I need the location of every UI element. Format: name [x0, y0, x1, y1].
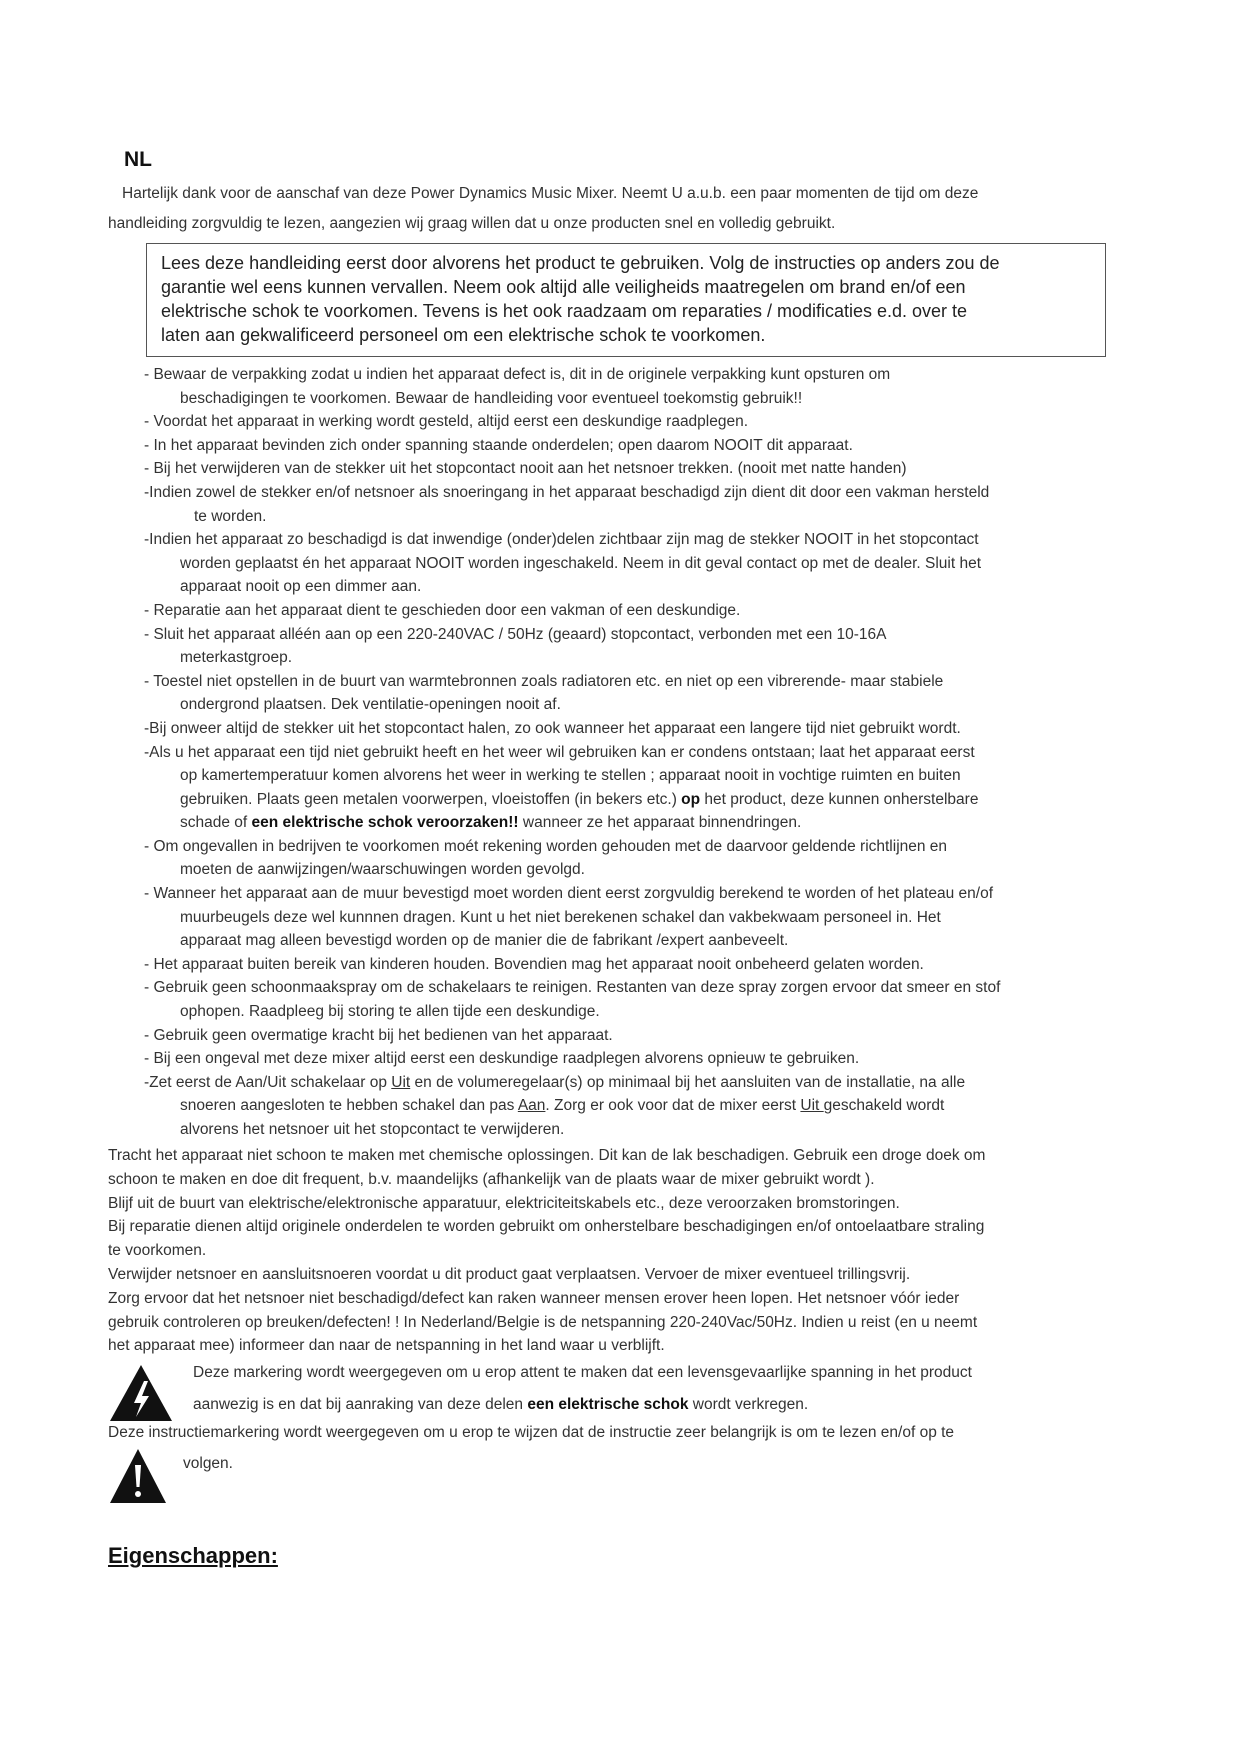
emphasis-text: een elektrische schok: [527, 1396, 689, 1413]
bullet-line: - Het apparaat buiten bereik van kinderen houden. Bovendien mag het apparaat nooit onbeheerd gelaten worden.: [144, 955, 924, 973]
shock-symbol-description: [193, 1357, 972, 1421]
paragraph-line: het apparaat mee) informeer dan naar de netspanning in het land waar u verblijft.: [108, 1337, 665, 1355]
underlined-text: Uit: [391, 1073, 411, 1091]
bullet-line: -Als u het apparaat een tijd niet gebruikt heeft en het weer wil gebruiken kan er condens ontstaan; laat het apparaat eerst: [144, 743, 975, 761]
paragraph-line: te voorkomen.: [108, 1242, 207, 1260]
section-heading-properties: Eigenschappen:: [108, 1543, 278, 1568]
bullet-line: - Om ongevallen in bedrijven te voorkomen moét rekening worden gehouden met de daarvoor geldende richtlijnen en: [144, 837, 948, 855]
bullet-line: - In het apparaat bevinden zich onder spanning staande onderdelen; open daarom NOOIT dit apparaat.: [144, 436, 853, 454]
bullet-line: [144, 811, 1144, 835]
safety-bullet-list: [144, 363, 1144, 1142]
underlined-text: Aan: [517, 1097, 546, 1115]
text-run: snoeren aangesloten te hebben schakel dan pas: [180, 1097, 518, 1115]
bullet-line: - Gebruik geen schoonmaakspray om de schakelaars te reinigen. Restanten van deze spray zorgen ervoor dat smeer en stof: [144, 979, 1001, 997]
bullet-line: - Wanneer het apparaat aan de muur bevestigd moet worden dient eerst zorgvuldig berekend te worden of het plateau en/of: [144, 885, 994, 903]
bullet-line: - Reparatie aan het apparaat dient te geschieden door een vakman of een deskundige.: [144, 601, 741, 619]
bullet-line: ondergrond plaatsen. Dek ventilatie-openingen nooit af.: [180, 696, 561, 714]
symbol-text-line: [193, 1389, 972, 1421]
bullet-line: op kamertemperatuur komen alvorens het weer in werking te stellen ; apparaat nooit in vochtige ruimten en buiten: [180, 767, 961, 785]
paragraph-line: schoon te maken en doe dit frequent, b.v. maandelijks (afhankelijk van de plaats waar de mixer gebruikt wordt ).: [108, 1170, 875, 1188]
bullet-line: ophopen. Raadpleeg bij storing te allen tijde een deskundige.: [180, 1003, 600, 1021]
paragraph-line: Blijf uit de buurt van elektrische/elektronische apparatuur, elektriciteitskabels etc., deze veroorzaken bromstoringen.: [108, 1194, 900, 1212]
warning-line: laten aan gekwalificeerd personeel om een elektrische schok te voorkomen.: [161, 325, 766, 345]
warning-line: Lees deze handleiding eerst door alvorens het product te gebruiken. Volg de instructies op anders zou de: [161, 253, 1000, 273]
text-run: en de volumeregelaar(s) op minimaal bij het aansluiten van de installatie, na alle: [410, 1073, 966, 1091]
bullet-line: worden geplaatst én het apparaat NOOIT worden ingeschakeld. Neem in dit geval contact op met de dealer. Sluit het: [180, 554, 982, 572]
paragraph-line: Zorg ervoor dat het netsnoer niet beschadigd/defect kan raken wanneer mensen erover heen lopen. Het netsnoer vóór ieder: [108, 1289, 960, 1307]
paragraph-line: gebruik controleren op breuken/defecten! ! In Nederland/Belgie is de netspanning 220-240Vac/50Hz. Indien u reist (en u neemt: [108, 1313, 978, 1331]
intro-line: handleiding zorgvuldig te lezen, aangezien wij graag willen dat u onze producten snel en volledig gebruikt.: [108, 215, 836, 232]
bullet-line: apparaat nooit op een dimmer aan.: [180, 578, 422, 596]
text-run: . Zorg er ook voor dat de mixer eerst: [545, 1097, 801, 1115]
language-label: NL: [124, 148, 152, 171]
text-run: aanwezig is en dat bij aanraking van deze delen: [193, 1396, 528, 1413]
bullet-line: apparaat mag alleen bevestigd worden op de manier die de fabrikant /expert aanbeveelt.: [180, 932, 789, 950]
read-manual-warning-box: [146, 243, 1106, 357]
electric-shock-warning-icon: [108, 1363, 174, 1428]
bullet-line: -Bij onweer altijd de stekker uit het stopcontact halen, zo ook wanneer het apparaat een langere tijd niet gebruikt wordt.: [144, 719, 961, 737]
symbol-text-line: Deze markering wordt weergegeven om u erop attent te maken dat een levensgevaarlijke spanning in het product: [193, 1364, 972, 1381]
maintenance-paragraphs: [108, 1144, 1138, 1358]
intro-paragraph: [108, 179, 1128, 239]
text-run: wordt verkregen.: [688, 1396, 809, 1413]
bullet-line: - Bij het verwijderen van de stekker uit het stopcontact nooit aan het netsnoer trekken. (nooit met natte handen): [144, 460, 907, 478]
text-run: wanneer ze het apparaat binnendringen.: [518, 814, 802, 832]
bullet-line: - Bij een ongeval met deze mixer altijd eerst een deskundige raadplegen alvorens opnieuw te gebruiken.: [144, 1050, 860, 1068]
bullet-line: [144, 1071, 1144, 1095]
paragraph-line: Verwijder netsnoer en aansluitsnoeren voordat u dit product gaat verplaatsen. Vervoer de mixer eventueel trillingsvrij.: [108, 1265, 911, 1283]
text-run: geschakeld wordt: [823, 1097, 945, 1115]
text-run: schade of: [180, 814, 252, 832]
emphasis-text: op: [681, 790, 701, 808]
warning-line: garantie wel eens kunnen vervallen. Neem ook altijd alle veiligheids maatregelen om brand en/of een: [161, 277, 966, 297]
bullet-line: muurbeugels deze wel kunnnen dragen. Kunt u het niet berekenen schakel dan vakbekwaam personeel in. Het: [180, 908, 941, 926]
text-run: het product, deze kunnen onherstelbare: [700, 790, 979, 808]
bullet-line: -Indien zowel de stekker en/of netsnoer als snoeringang in het apparaat beschadigd zijn dient dit door een vakman hersteld: [144, 483, 990, 501]
text-run: -Zet eerst de Aan/Uit schakelaar op: [144, 1073, 392, 1091]
bullet-line: alvorens het netsnoer uit het stopcontact te verwijderen.: [180, 1121, 565, 1138]
warning-line: elektrische schok te voorkomen. Tevens is het ook raadzaam om reparaties / modificaties e.d. over te: [161, 301, 968, 321]
bullet-line: - Gebruik geen overmatige kracht bij het bedienen van het apparaat.: [144, 1026, 613, 1044]
bullet-line: -Indien het apparaat zo beschadigd is dat inwendige (onder)delen zichtbaar zijn mag de stekker NOOIT in het stopcontact: [144, 531, 979, 549]
text-run: gebruiken. Plaats geen metalen voorwerpen, vloeistoffen (in bekers etc.): [180, 790, 682, 808]
instruction-symbol-description: Deze instructiemarkering wordt weergegeven om u erop te wijzen dat de instructie zeer belangrijk is om te lezen en/of op te: [108, 1424, 955, 1441]
bullet-line: - Voordat het apparaat in werking wordt gesteld, altijd eerst een deskundige raadplegen.: [144, 413, 749, 431]
underlined-text: Uit: [800, 1097, 824, 1115]
instruction-symbol-continued: volgen.: [183, 1455, 233, 1472]
intro-line: Hartelijk dank voor de aanschaf van deze Power Dynamics Music Mixer. Neemt U a.u.b. een paar momenten de tijd om deze: [122, 185, 979, 202]
bullet-line: - Bewaar de verpakking zodat u indien het apparaat defect is, dit in de originele verpakking kunt opsturen om: [144, 366, 891, 383]
bullet-line: [144, 1094, 1144, 1118]
bullet-line: beschadigingen te voorkomen. Bewaar de handleiding voor eventueel toekomstig gebruik!!: [180, 389, 803, 407]
bullet-line: te worden.: [194, 507, 267, 525]
bullet-line: moeten de aanwijzingen/waarschuwingen worden gevolgd.: [180, 861, 585, 879]
bullet-line: - Sluit het apparaat alléén aan op een 220-240VAC / 50Hz (geaard) stopcontact, verbonden met een 10-16A: [144, 625, 887, 643]
bullet-line: [144, 788, 1144, 812]
paragraph-line: Tracht het apparaat niet schoon te maken met chemische oplossingen. Dit kan de lak beschadigen. Gebruik een droge doek om: [108, 1147, 986, 1164]
exclamation-warning-icon: [108, 1447, 168, 1510]
paragraph-line: Bij reparatie dienen altijd originele onderdelen te worden gebruikt om onherstelbare beschadigingen en/of ontoelaatbare straling: [108, 1218, 985, 1236]
bullet-line: meterkastgroep.: [180, 649, 292, 667]
bullet-line: - Toestel niet opstellen in de buurt van warmtebronnen zoals radiatoren etc. en niet op een vibrerende- maar stabiele: [144, 672, 944, 690]
emphasis-text: een elektrische schok veroorzaken!!: [251, 814, 519, 832]
